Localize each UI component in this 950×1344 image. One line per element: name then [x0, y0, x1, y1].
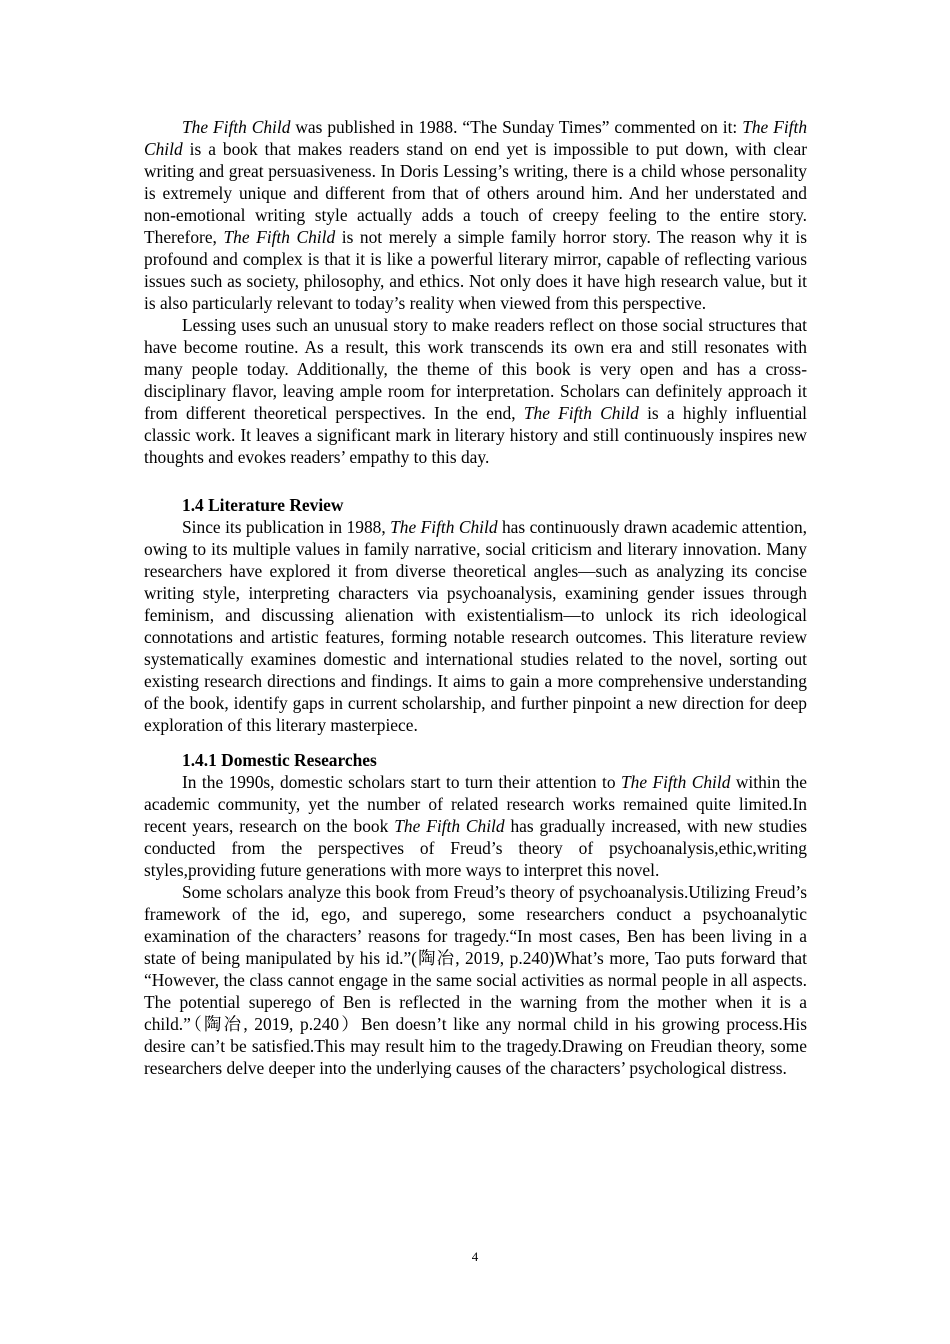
subsection-heading-domestic-researches: 1.4.1 Domestic Researches [182, 750, 377, 770]
text-run: Since its publication in 1988, [182, 517, 391, 537]
text-run: is a book that makes readers stand on end yet is impossible to put down, with clear writing and great persuasiveness. In Doris Lessing’s writing, there is a child whose personality is extremely unique and different from that of others around him. And her understated and non-emotional writing style actually adds a touch of creepy feeling to the entire story. Therefore, [144, 139, 807, 247]
paragraph-psychoanalysis [144, 881, 807, 1079]
paragraph-domestic-overview [144, 771, 807, 881]
text-run: within the academic community, yet the number of related research works remained quite limited.In recent years, research on the book [144, 772, 807, 836]
book-title-italic: The Fifth Child [620, 772, 731, 792]
text-run: has continuously drawn academic attention, owing to its multiple values in family narrative, social criticism and literary innovation. Many researchers have explored it from diverse theoretical angles—such as analyzing its concise writing style, interpreting characters via psychoanalysis, examining gender issues through feminism, and discussing alienation with existentialism—to unlock its rich ideological connotations and artistic features, forming notable research outcomes. This literature review systematically examines domestic and international studies related to the novel, sorting out existing research directions and findings. It aims to gain a more comprehensive understanding of the book, identify gaps in current scholarship, and further pinpoint a new direction for deep exploration of this literary masterpiece. [144, 517, 808, 735]
page-number: 4 [471, 1249, 479, 1264]
text-run: was published in 1988. “The Sunday Times” commented on it: [290, 117, 743, 137]
text-run: is a highly influential classic work. It leaves a significant mark in literary history and still continuously inspires new thoughts and evokes readers’ empathy to this day. [144, 403, 807, 467]
text-run: In the 1990s, domestic scholars start to turn their attention to [182, 772, 621, 792]
book-title-italic: The Fifth Child [223, 227, 336, 247]
text-run: has gradually increased, with new studies conducted from the perspectives of Freud’s theory of psychoanalysis,ethic,writing styles,providing future generations with more ways to interpret this novel. [144, 816, 807, 880]
text-run: Some scholars analyze this book from Freud’s theory of psychoanalysis.Utilizing Freud’s framework of the id, ego, and superego, some researchers conduct a psychoanalytic examination of the characters’ reasons for tragedy.“In most cases, Ben has been living in a state of being manipulated by his id.”(陶冶, 2019, p.240)What’s more, Tao puts forward that “However, the class cannot engage in the same social activities as normal people in all aspects. The potential superego of Ben is reflected in the warning from the mother when it is a child.”（陶冶, 2019, p.240）Ben doesn’t like any normal child in his growing process.His desire can’t be satisfied.This may result him to the tragedy.Drawing on Freudian theory, some researchers delve deeper into the underlying causes of the characters’ psychological distress. [144, 882, 807, 1078]
book-title-italic: The Fifth Child [394, 816, 505, 836]
book-title-italic: The Fifth Child [390, 517, 498, 537]
book-title-italic: The Fifth Child [523, 403, 639, 423]
page-body [144, 116, 807, 1079]
paragraph-fifth-child-intro [144, 116, 807, 314]
paragraph-lessing-reflection [144, 314, 807, 468]
text-run: Lessing uses such an unusual story to make readers reflect on those social structures that have become routine. As a result, this work transcends its own era and still resonates with many people today. Additionally, the theme of this book is very open and has a cross-disciplinary flavor, leaving ample room for interpretation. Scholars can definitely approach it from different theoretical perspectives. In the end, [144, 315, 807, 423]
section-heading-literature-review: 1.4 Literature Review [182, 495, 344, 515]
book-title-italic: The Fifth Child [182, 117, 291, 137]
book-title-italic: The Fifth Child [144, 117, 808, 159]
text-run: is not merely a simple family horror story. The reason why it is profound and complex is that it is like a powerful literary mirror, capable of reflecting various issues such as society, philosophy, and ethics. Not only does it have high research value, but it is also particularly relevant to today’s reality when viewed from this perspective. [144, 227, 807, 313]
paragraph-literature-review [144, 516, 807, 736]
